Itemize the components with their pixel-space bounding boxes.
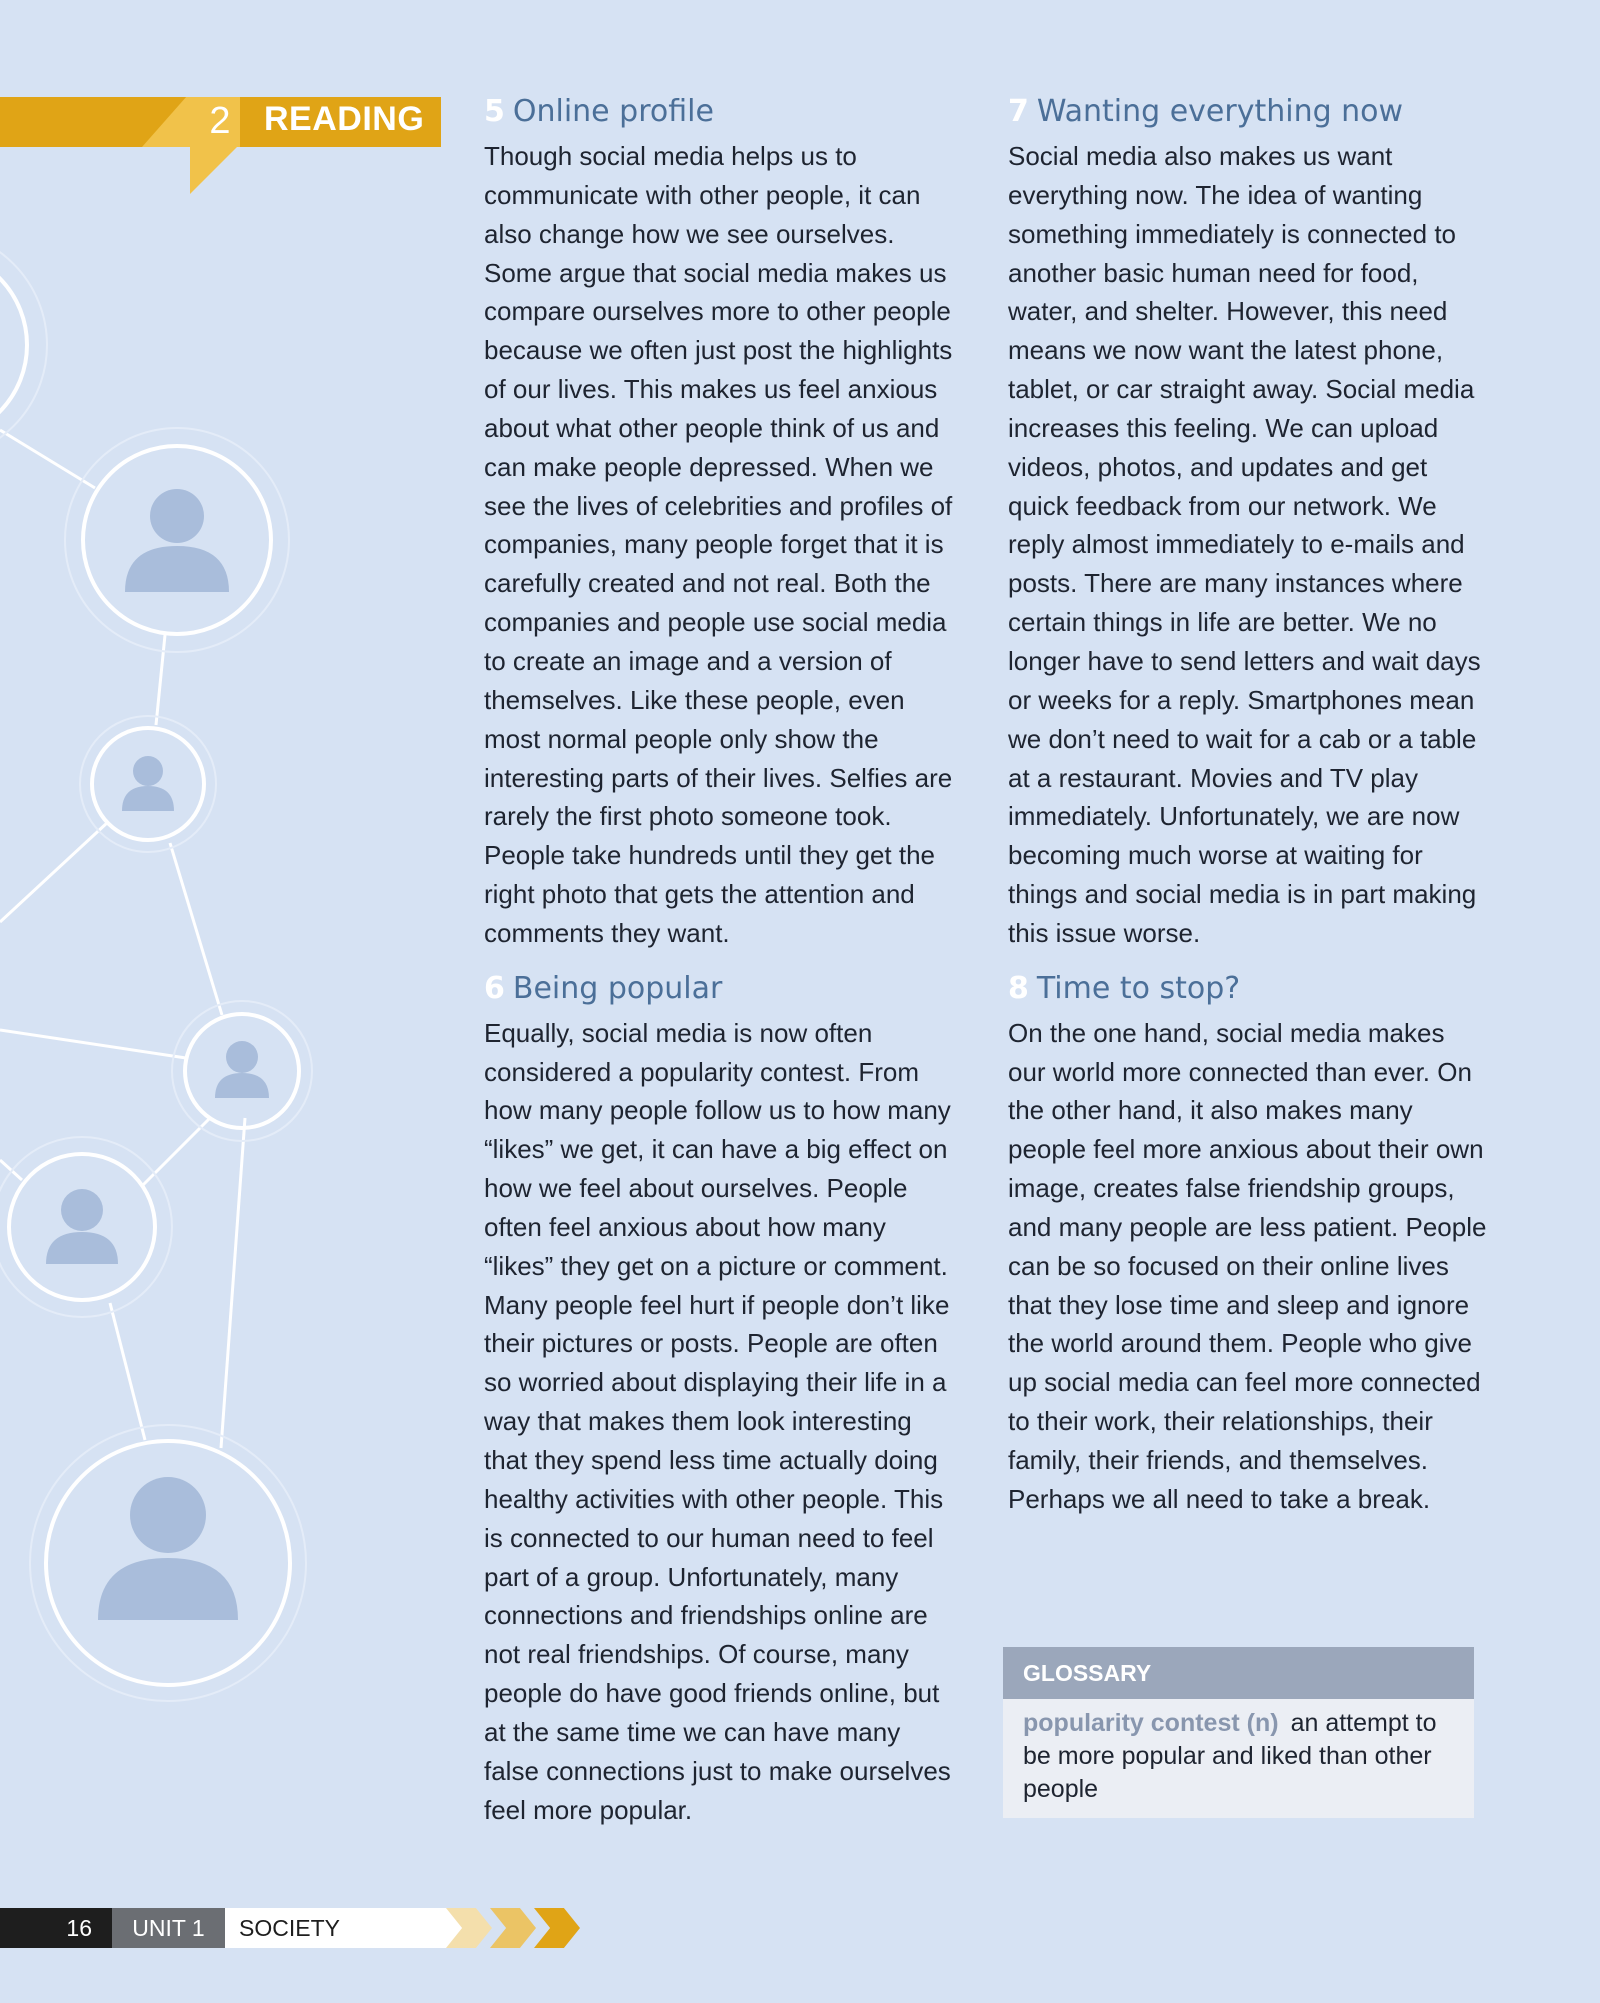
user-icon xyxy=(122,756,174,811)
section-heading xyxy=(484,969,959,1009)
network-nodes xyxy=(0,230,312,1701)
glossary-definition: an attempt to be more popular and liked than other people xyxy=(1023,1709,1437,1803)
unit-label: UNIT 1 xyxy=(112,1908,225,1948)
glossary-entry xyxy=(1003,1699,1474,1818)
user-icon xyxy=(215,1041,269,1098)
paragraph-text: Social media also makes us want everything now. The idea of wanting something immediately is connected to another basic human need for food, water, and shelter. However, this need means we now want the latest phone, tablet, or car straight away. Social media increases this feeling. We can upload videos, photos, and updates and get quick feedback from our network. We reply almost immediately to e-mails and posts. There are many instances where certain things in life are better. We no longer have to send letters and wait days or weeks for a reply. Smartphones mean we don’t need to wait for a cab or a table at a restaurant. Movies and TV play immediately. Unfortunately, we are now becoming much worse at waiting for things and social media is in part making this issue worse. xyxy=(1008,141,1481,948)
paragraph-number: 5 xyxy=(484,94,505,129)
section-being-popular xyxy=(484,969,959,1830)
heading-title: Time to stop? xyxy=(1036,970,1241,1006)
section-heading xyxy=(1008,969,1488,1009)
heading-title: Being popular xyxy=(512,970,723,1006)
glossary-box xyxy=(1003,1647,1474,1818)
banner-tail xyxy=(190,146,238,194)
section-heading xyxy=(1008,92,1488,132)
user-node xyxy=(65,428,289,652)
user-icon xyxy=(125,489,229,592)
paragraph-number: 7 xyxy=(1008,94,1029,129)
section-heading xyxy=(484,92,959,132)
user-node xyxy=(0,1137,172,1317)
topic-label: SOCIETY xyxy=(225,1908,445,1948)
heading-title: Wanting everything now xyxy=(1036,94,1404,129)
page-number: 16 xyxy=(0,1908,112,1948)
heading-title: Online profile xyxy=(512,94,714,129)
section-time-to-stop xyxy=(1008,969,1488,1519)
text-column-left xyxy=(484,92,959,1845)
paragraph-text: Though social media helps us to communicate with other people, it can also change how we see ourselves. Some argue that social media makes us compare ourselves more to other people because we often just post the highlights of our lives. This makes us feel anxious about what other people think of us and can make people depressed. When we see the lives of celebrities and profiles of companies, many people forget that it is carefully created and not real. Both the companies and people use social media to create an image and a version of themselves. Like these people, even most normal people only show the interesting parts of their lives. Selfies are rarely the first photo someone took. People take hundreds until they get the right photo that gets the attention and comments they want. xyxy=(484,141,953,948)
text-column-right xyxy=(1008,92,1488,1535)
user-icon xyxy=(98,1477,238,1620)
network-illustration xyxy=(0,0,470,1800)
section-wanting-everything-now xyxy=(1008,92,1488,953)
paragraph-text: Equally, social media is now often considered a popularity contest. From how many people follow us to how many “likes” we get, it can have a big effect on how we feel about ourselves. People often feel anxious about how many “likes” they get on a picture or comment. Many people feel hurt if people don’t like their pictures or posts. People are often so worried about displaying their life in a way that makes them look interesting that they spend less time actually doing healthy activities with other people. This is connected to our human need to feel part of a group. Unfortunately, many connections and friendships online are not real friendships. Of course, many people do have good friends online, but at the same time we can have many false connections just to make ourselves feel more popular. xyxy=(484,1017,951,1825)
chevron-icon xyxy=(534,1908,580,1948)
user-node xyxy=(172,1001,312,1141)
user-node xyxy=(0,230,47,460)
section-label: READING xyxy=(264,100,425,138)
glossary-heading: GLOSSARY xyxy=(1003,1647,1474,1699)
paragraph-number: 8 xyxy=(1008,970,1029,1006)
user-node xyxy=(30,1425,306,1701)
section-number: 2 xyxy=(209,100,231,142)
glossary-term: popularity contest (n) xyxy=(1023,1709,1279,1737)
chevron-icon xyxy=(490,1908,536,1948)
user-icon xyxy=(46,1189,118,1264)
section-online-profile xyxy=(484,92,959,953)
user-node xyxy=(80,716,216,852)
paragraph-text: On the one hand, social media makes our world more connected than ever. On the other hand, it also makes many people feel more anxious about their own image, creates false friendship groups, and many people are less patient. People can be so focused on their online lives that they lose time and sleep and ignore the world around them. People who give up social media can feel more connected to their work, their relationships, their family, their friends, and themselves. Perhaps we all need to take a break. xyxy=(1008,1017,1487,1514)
paragraph-number: 6 xyxy=(484,970,505,1006)
